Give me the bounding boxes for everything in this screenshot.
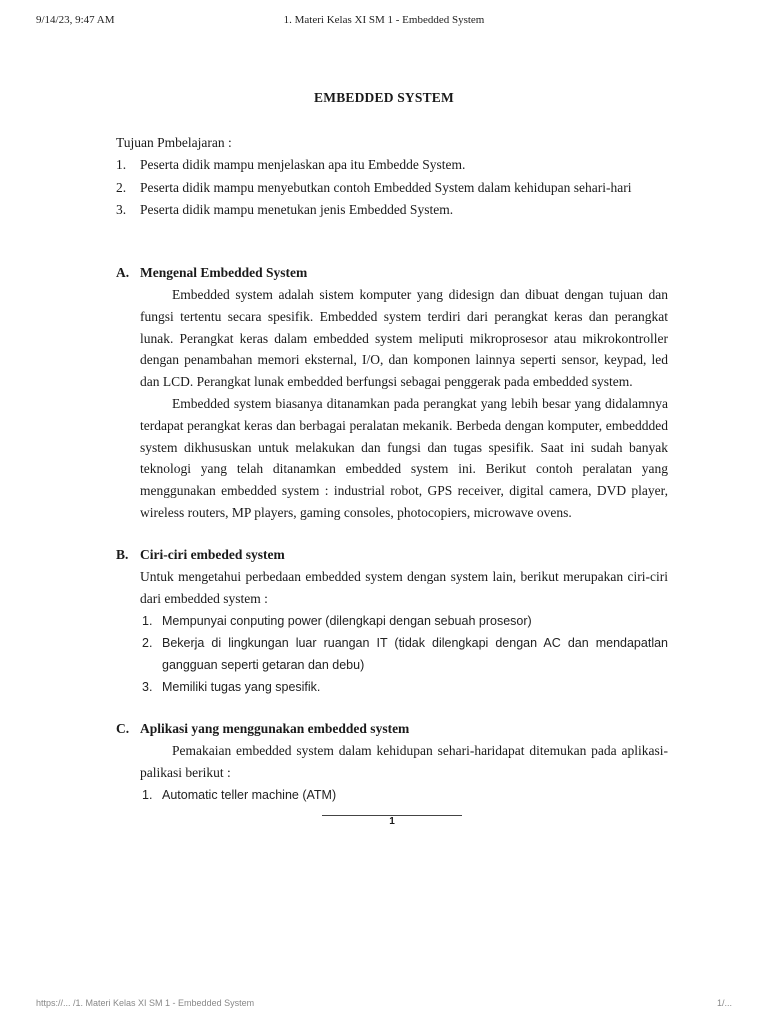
list-text: Automatic teller machine (ATM): [162, 787, 337, 802]
print-header: [36, 14, 732, 30]
learning-objectives: [116, 132, 668, 222]
list-number: 3.: [116, 202, 127, 217]
section-title: Mengenal Embedded System: [140, 265, 308, 280]
list-number: 1.: [142, 787, 153, 802]
characteristics-list: [140, 610, 668, 698]
paragraph: Untuk mengetahui perbedaan embedded system dengan system lain, berikut merupakan ciri-ciri dari embedded system :: [140, 569, 668, 606]
list-item: [140, 632, 668, 676]
page-title: EMBEDDED SYSTEM: [314, 90, 454, 105]
list-item: [140, 610, 668, 632]
list-text: Peserta didik mampu menetukan jenis Embedded System.: [140, 202, 454, 217]
list-text: Mempunyai conputing power (dilengkapi dengan sebuah prosesor): [162, 613, 532, 628]
section-letter: B.: [116, 547, 129, 562]
list-item: [116, 154, 668, 177]
section-letter: C.: [116, 721, 130, 736]
section-title: Aplikasi yang menggunakan embedded system: [140, 721, 410, 736]
list-text: Peserta didik mampu menjelaskan apa itu Embedde System.: [140, 157, 466, 172]
list-number: 1.: [116, 157, 127, 172]
section-b-body: [140, 566, 668, 698]
list-item: [140, 784, 668, 806]
section-a-body: [140, 284, 668, 524]
page-number: 1: [389, 816, 395, 827]
section-b-heading: [116, 544, 668, 566]
list-number: 2.: [116, 179, 127, 195]
print-doc-title: 1. Materi Kelas XI SM 1 - Embedded System: [283, 14, 485, 26]
paragraph: Embedded system adalah sistem komputer yang didesign dan dibuat dengan tujuan dan fungsi tertentu secara spesifik. Embedded system terdiri dari perangkat keras dan perangkat lunak. Perangkat keras dalam embedded system meliputi mikroprosesor atau mikrokontroller dengan penambahan memori eksternal, I/O, dan komponen lainnya seperti sensor, keypad, led dan LCD. Perangkat lunak embedded berfungsi sebagai penggerak pada embedded system.: [140, 287, 668, 390]
list-item: [116, 199, 668, 222]
print-footer: [36, 998, 732, 1008]
print-footer-url: https://... /1. Materi Kelas XI SM 1 - Embedded System: [36, 998, 255, 1008]
objectives-label: Tujuan Pmbelajaran :: [116, 135, 232, 150]
list-number: 1.: [142, 613, 153, 628]
print-date: 9/14/23, 9:47 AM: [36, 14, 115, 26]
list-text: Peserta didik mampu menyebutkan contoh Embedded System dalam kehidupan sehari-hari: [140, 179, 632, 195]
applications-list: [140, 784, 668, 806]
section-title: Ciri-ciri embeded system: [140, 547, 285, 562]
list-text: Memiliki tugas yang spesifik.: [162, 679, 321, 694]
list-item: [116, 177, 668, 200]
paragraph: Embedded system biasanya ditanamkan pada perangkat yang lebih besar yang didalamnya terdapat perangkat keras dan berbagai peralatan mekanik. Berbeda dengan komputer, embeddded system dikhususkan untuk melakukan dan fungsi dan tugas spesifik. Saat ini sudah banyak teknologi yang telah ditanamkan embedded system ini. Berikut contoh peralatan yang menggunakan embedded system : industrial robot, GPS receiver, digital camera, DVD player, wireless routers, MP players, gaming consoles, photocopiers, microwave ovens.: [140, 395, 668, 520]
paragraph: Pemakaian embedded system dalam kehidupan sehari-haridapat ditemukan pada aplikasi-palikasi berikut :: [140, 743, 668, 780]
section-letter: A.: [116, 265, 130, 280]
print-footer-page: 1/...: [716, 998, 732, 1008]
list-item: [140, 676, 668, 698]
list-number: 3.: [142, 679, 153, 694]
section-c-heading: [116, 718, 668, 740]
objectives-list: [116, 154, 668, 222]
list-text: Bekerja di lingkungan luar ruangan IT (tidak dilengkapi dengan AC dan mendapatlan gangguan seperti getaran dan debu): [162, 635, 668, 672]
section-a-heading: [116, 262, 668, 284]
list-number: 2.: [142, 635, 153, 650]
section-c-body: [140, 740, 668, 806]
